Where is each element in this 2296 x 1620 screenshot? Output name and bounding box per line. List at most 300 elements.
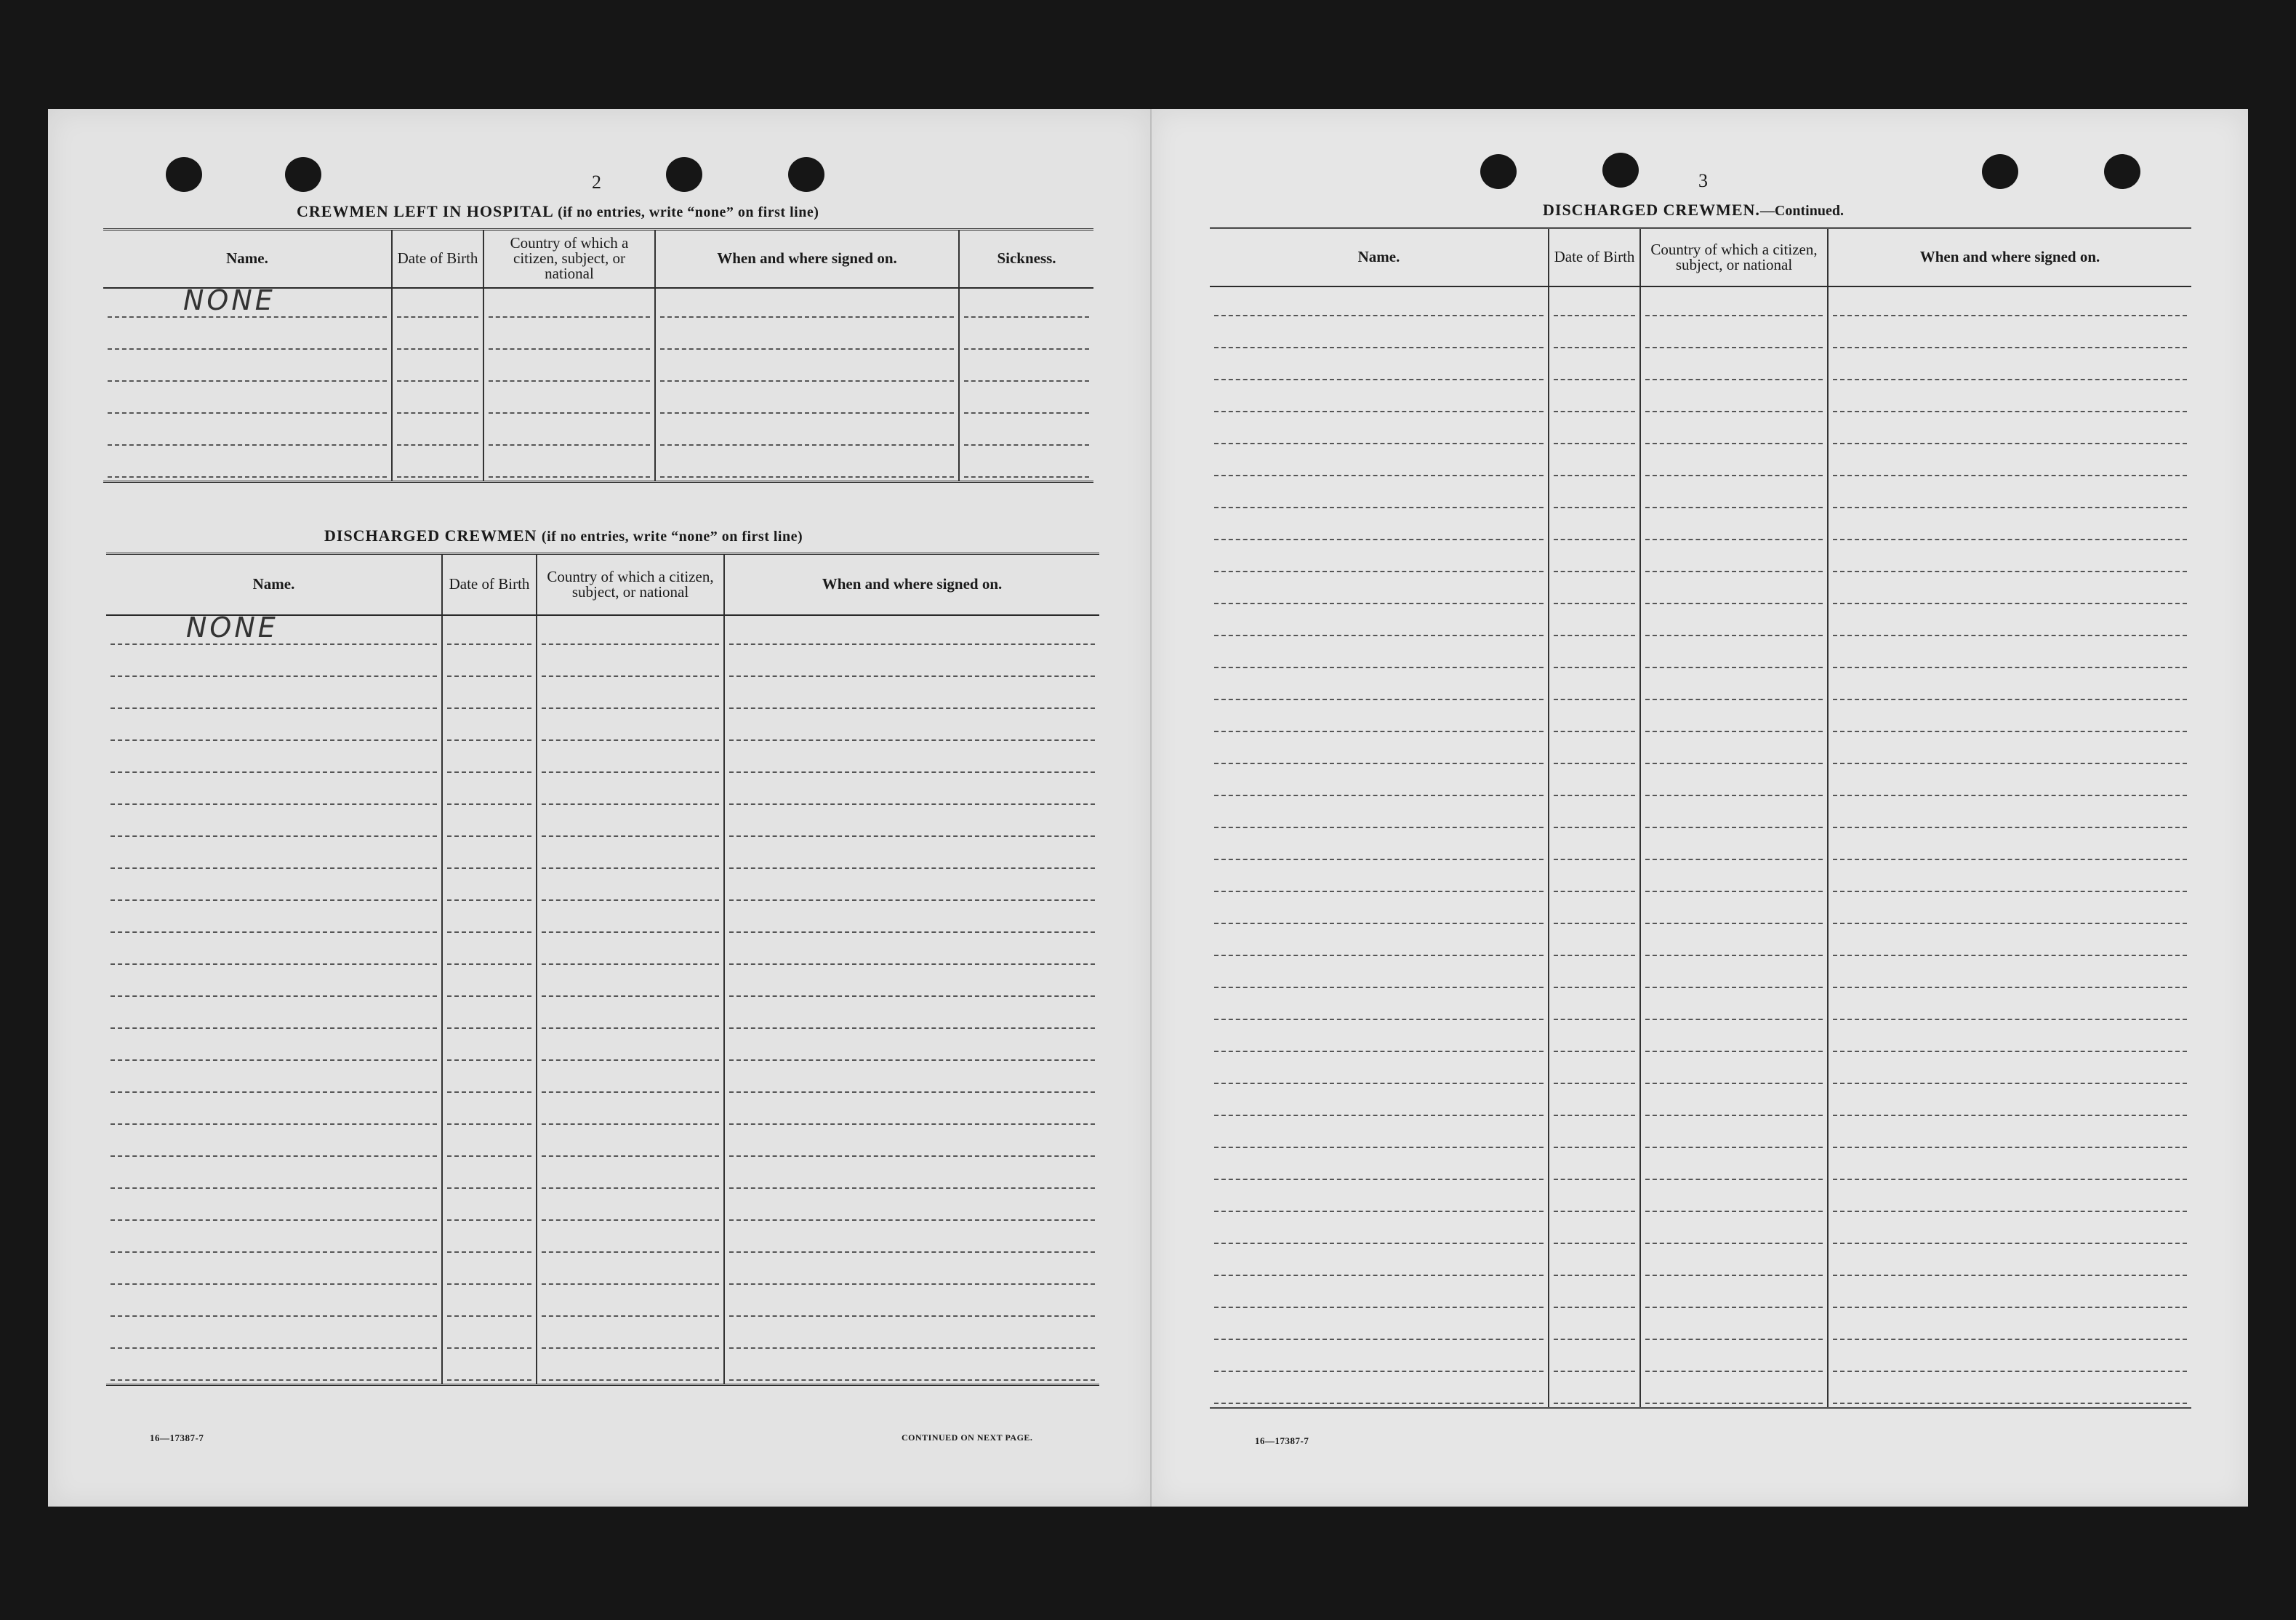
signed-cell[interactable]: [724, 936, 1099, 968]
signed-cell[interactable]: [1828, 863, 2191, 895]
country-cell[interactable]: [537, 1096, 724, 1128]
dob-cell[interactable]: [1549, 991, 1640, 1023]
dob-cell[interactable]: [1549, 1279, 1640, 1311]
signed-cell[interactable]: [724, 648, 1099, 680]
signed-cell[interactable]: [1828, 1311, 2191, 1343]
name-cell[interactable]: [106, 968, 442, 1000]
country-cell[interactable]: [537, 1320, 724, 1352]
country-cell[interactable]: [1640, 1311, 1828, 1343]
name-cell[interactable]: [1210, 767, 1549, 799]
name-cell[interactable]: [1210, 319, 1549, 351]
dob-cell[interactable]: [392, 449, 483, 482]
country-cell[interactable]: [483, 321, 655, 353]
country-cell[interactable]: [537, 1000, 724, 1032]
table-row: [106, 1000, 1099, 1032]
page-number: 3: [1698, 170, 1708, 191]
dob-cell[interactable]: [442, 1128, 537, 1160]
name-cell[interactable]: [106, 904, 442, 936]
table-row: [106, 1256, 1099, 1288]
signed-cell[interactable]: [724, 1128, 1099, 1160]
table-row: [1210, 1215, 2191, 1247]
table-row: [1210, 671, 2191, 703]
name-cell[interactable]: [1210, 831, 1549, 863]
country-cell[interactable]: [1640, 671, 1828, 703]
dob-cell[interactable]: [1549, 383, 1640, 415]
signed-cell[interactable]: [724, 712, 1099, 744]
signed-cell[interactable]: [655, 385, 959, 417]
punch-hole: [285, 157, 321, 192]
name-cell[interactable]: [1210, 703, 1549, 735]
name-cell[interactable]: [1210, 1343, 1549, 1375]
name-cell[interactable]: [106, 776, 442, 808]
sickness-cell[interactable]: [959, 353, 1093, 385]
name-cell[interactable]: [103, 284, 392, 321]
signed-cell[interactable]: [724, 1224, 1099, 1256]
name-cell[interactable]: [1210, 1375, 1549, 1408]
signed-cell[interactable]: [1828, 511, 2191, 543]
signed-cell[interactable]: [724, 840, 1099, 872]
signed-cell[interactable]: [724, 1160, 1099, 1192]
discharged-section-title: [324, 526, 803, 545]
country-cell[interactable]: [1640, 831, 1828, 863]
punch-hole: [1982, 154, 2018, 189]
dob-cell[interactable]: [442, 776, 537, 808]
sickness-cell[interactable]: [959, 417, 1093, 449]
signed-cell[interactable]: [1828, 991, 2191, 1023]
table-row: [106, 968, 1099, 1000]
col-header-dob: Date of Birth: [392, 230, 483, 288]
name-cell[interactable]: [1210, 1215, 1549, 1247]
dob-cell[interactable]: [1549, 511, 1640, 543]
country-cell[interactable]: [1640, 383, 1828, 415]
name-cell[interactable]: [106, 1160, 442, 1192]
name-cell[interactable]: [1210, 1247, 1549, 1279]
country-cell[interactable]: [483, 449, 655, 482]
signed-cell[interactable]: [1828, 543, 2191, 575]
signed-cell[interactable]: [724, 744, 1099, 776]
country-cell[interactable]: [1640, 1087, 1828, 1119]
dob-cell[interactable]: [1549, 959, 1640, 991]
signed-cell[interactable]: [724, 1288, 1099, 1320]
signed-cell[interactable]: [724, 1064, 1099, 1096]
signed-cell[interactable]: [724, 872, 1099, 904]
dob-cell[interactable]: [1549, 1119, 1640, 1151]
signed-cell[interactable]: [1828, 735, 2191, 767]
signed-cell[interactable]: [724, 680, 1099, 712]
signed-cell[interactable]: [1828, 767, 2191, 799]
dob-cell[interactable]: [442, 808, 537, 840]
col-header-name: Name.: [106, 554, 442, 615]
dob-cell[interactable]: [1549, 1311, 1640, 1343]
country-cell[interactable]: [1640, 286, 1828, 319]
signed-cell[interactable]: [724, 776, 1099, 808]
table-row: [1210, 703, 2191, 735]
dob-cell[interactable]: [1549, 927, 1640, 959]
country-cell[interactable]: [1640, 511, 1828, 543]
signed-cell[interactable]: [1828, 1215, 2191, 1247]
country-cell[interactable]: [537, 968, 724, 1000]
dob-cell[interactable]: [392, 417, 483, 449]
country-cell[interactable]: [537, 712, 724, 744]
country-cell[interactable]: [1640, 1215, 1828, 1247]
sickness-cell[interactable]: [959, 321, 1093, 353]
signed-cell[interactable]: [724, 904, 1099, 936]
dob-cell[interactable]: [1549, 639, 1640, 671]
signed-cell[interactable]: [1828, 383, 2191, 415]
signed-cell[interactable]: [655, 449, 959, 482]
dob-cell[interactable]: [1549, 895, 1640, 927]
dob-cell[interactable]: [442, 1256, 537, 1288]
signed-cell[interactable]: [1828, 319, 2191, 351]
name-cell[interactable]: [1210, 383, 1549, 415]
name-cell[interactable]: [1210, 639, 1549, 671]
dob-cell[interactable]: [442, 1352, 537, 1385]
signed-cell[interactable]: [1828, 575, 2191, 607]
dob-cell[interactable]: [1549, 351, 1640, 383]
country-cell[interactable]: [1640, 447, 1828, 479]
name-cell[interactable]: [103, 417, 392, 449]
col-header-name: Name.: [103, 230, 392, 288]
country-cell[interactable]: [1640, 1151, 1828, 1183]
country-cell[interactable]: [537, 1032, 724, 1064]
country-cell[interactable]: [483, 417, 655, 449]
country-cell[interactable]: [537, 872, 724, 904]
dob-cell[interactable]: [442, 1064, 537, 1096]
country-cell[interactable]: [1640, 479, 1828, 511]
signed-cell[interactable]: [1828, 639, 2191, 671]
signed-cell[interactable]: [1828, 895, 2191, 927]
country-cell[interactable]: [537, 1192, 724, 1224]
country-cell[interactable]: [1640, 639, 1828, 671]
signed-cell[interactable]: [655, 353, 959, 385]
dob-cell[interactable]: [442, 680, 537, 712]
signed-cell[interactable]: [1828, 703, 2191, 735]
dob-cell[interactable]: [1549, 1375, 1640, 1408]
signed-cell[interactable]: [1828, 447, 2191, 479]
table-row: [1210, 479, 2191, 511]
name-cell[interactable]: [106, 712, 442, 744]
country-cell[interactable]: [537, 840, 724, 872]
name-cell[interactable]: [1210, 286, 1549, 319]
signed-cell[interactable]: [655, 288, 959, 321]
name-cell[interactable]: [1210, 991, 1549, 1023]
table-row: [1210, 319, 2191, 351]
country-cell[interactable]: [1640, 415, 1828, 447]
table-row: [1210, 1119, 2191, 1151]
punch-hole: [1602, 153, 1639, 188]
country-cell[interactable]: [1640, 1055, 1828, 1087]
country-cell[interactable]: [1640, 1343, 1828, 1375]
name-cell[interactable]: [106, 936, 442, 968]
name-cell[interactable]: [1210, 927, 1549, 959]
name-cell[interactable]: [106, 1224, 442, 1256]
name-cell[interactable]: [1210, 1055, 1549, 1087]
name-cell[interactable]: [1210, 671, 1549, 703]
signed-cell[interactable]: [724, 1320, 1099, 1352]
signed-cell[interactable]: [1828, 351, 2191, 383]
dob-cell[interactable]: [1549, 1023, 1640, 1055]
dob-cell[interactable]: [1549, 799, 1640, 831]
punch-hole: [2104, 154, 2140, 189]
country-cell[interactable]: [537, 1352, 724, 1385]
name-cell[interactable]: [106, 1032, 442, 1064]
name-cell[interactable]: [106, 1000, 442, 1032]
country-cell[interactable]: [537, 744, 724, 776]
discharged-table: [106, 553, 1099, 1386]
dob-cell[interactable]: [392, 353, 483, 385]
country-cell[interactable]: [537, 904, 724, 936]
signed-cell[interactable]: [1828, 1183, 2191, 1215]
name-cell[interactable]: [103, 385, 392, 417]
signed-cell[interactable]: [724, 1352, 1099, 1385]
table-row: [1210, 1279, 2191, 1311]
name-cell[interactable]: [106, 1256, 442, 1288]
dob-cell[interactable]: [442, 712, 537, 744]
dob-cell[interactable]: [442, 936, 537, 968]
name-cell[interactable]: [1210, 607, 1549, 639]
country-cell[interactable]: [1640, 607, 1828, 639]
signed-cell[interactable]: [1828, 1151, 2191, 1183]
country-cell[interactable]: [1640, 735, 1828, 767]
country-cell[interactable]: [1640, 543, 1828, 575]
col-header-name: Name.: [1210, 228, 1549, 286]
name-cell[interactable]: [1210, 1311, 1549, 1343]
signed-cell[interactable]: [1828, 1343, 2191, 1375]
country-cell[interactable]: [1640, 927, 1828, 959]
name-cell[interactable]: [106, 1288, 442, 1320]
country-cell[interactable]: [1640, 1119, 1828, 1151]
signed-cell[interactable]: [1828, 1375, 2191, 1408]
dob-cell[interactable]: [442, 1288, 537, 1320]
signed-cell[interactable]: [1828, 607, 2191, 639]
country-cell[interactable]: [483, 385, 655, 417]
signed-cell[interactable]: [1828, 1247, 2191, 1279]
punch-hole: [666, 157, 702, 192]
name-cell[interactable]: [103, 353, 392, 385]
name-cell[interactable]: [1210, 479, 1549, 511]
country-cell[interactable]: [1640, 1183, 1828, 1215]
country-cell[interactable]: [1640, 575, 1828, 607]
name-cell[interactable]: [106, 744, 442, 776]
name-cell[interactable]: [103, 449, 392, 482]
dob-cell[interactable]: [1549, 286, 1640, 319]
dob-cell[interactable]: [1549, 479, 1640, 511]
signed-cell[interactable]: [1828, 1023, 2191, 1055]
signed-cell[interactable]: [1828, 415, 2191, 447]
signed-cell[interactable]: [1828, 479, 2191, 511]
dob-cell[interactable]: [392, 288, 483, 321]
table-row: [106, 840, 1099, 872]
country-cell[interactable]: [1640, 319, 1828, 351]
dob-cell[interactable]: [442, 1096, 537, 1128]
dob-cell[interactable]: [1549, 1087, 1640, 1119]
name-cell[interactable]: [1210, 575, 1549, 607]
country-cell[interactable]: [1640, 895, 1828, 927]
dob-cell[interactable]: [1549, 863, 1640, 895]
signed-cell[interactable]: [1828, 1087, 2191, 1119]
name-cell[interactable]: [1210, 1183, 1549, 1215]
country-cell[interactable]: [537, 1288, 724, 1320]
dob-cell[interactable]: [442, 1000, 537, 1032]
name-cell[interactable]: [106, 611, 442, 648]
signed-cell[interactable]: [724, 1032, 1099, 1064]
table-row: [1210, 447, 2191, 479]
name-cell[interactable]: [106, 1352, 442, 1385]
dob-cell[interactable]: [1549, 447, 1640, 479]
dob-cell[interactable]: [442, 904, 537, 936]
dob-cell[interactable]: [1549, 1343, 1640, 1375]
dob-cell[interactable]: [392, 385, 483, 417]
signed-cell[interactable]: [724, 1000, 1099, 1032]
dob-cell[interactable]: [442, 968, 537, 1000]
signed-cell[interactable]: [1828, 959, 2191, 991]
discharged-continued-rows: [1210, 286, 2191, 1408]
signed-cell[interactable]: [1828, 927, 2191, 959]
name-cell[interactable]: [103, 321, 392, 353]
country-cell[interactable]: [1640, 1023, 1828, 1055]
signed-cell[interactable]: [655, 417, 959, 449]
signed-cell[interactable]: [1828, 831, 2191, 863]
name-cell[interactable]: [106, 680, 442, 712]
dob-cell[interactable]: [1549, 831, 1640, 863]
signed-cell[interactable]: [1828, 671, 2191, 703]
signed-cell[interactable]: [1828, 799, 2191, 831]
dob-cell[interactable]: [442, 648, 537, 680]
dob-cell[interactable]: [442, 1160, 537, 1192]
right-title-suffix: —Continued.: [1759, 203, 1844, 219]
signed-cell[interactable]: [655, 321, 959, 353]
signed-cell[interactable]: [1828, 1119, 2191, 1151]
dob-cell[interactable]: [1549, 767, 1640, 799]
country-cell[interactable]: [1640, 1375, 1828, 1408]
name-cell[interactable]: [106, 1128, 442, 1160]
table-row: [106, 1128, 1099, 1160]
hospital-table: [103, 228, 1093, 483]
name-cell[interactable]: [106, 1096, 442, 1128]
dob-cell[interactable]: [1549, 1183, 1640, 1215]
name-cell[interactable]: [1210, 447, 1549, 479]
name-cell[interactable]: [1210, 799, 1549, 831]
sickness-cell[interactable]: [959, 449, 1093, 482]
country-cell[interactable]: [537, 615, 724, 648]
signed-cell[interactable]: [1828, 286, 2191, 319]
signed-cell[interactable]: [724, 1096, 1099, 1128]
name-cell[interactable]: [106, 808, 442, 840]
name-cell[interactable]: [106, 840, 442, 872]
country-cell[interactable]: [537, 936, 724, 968]
dob-cell[interactable]: [442, 1192, 537, 1224]
dob-cell[interactable]: [442, 872, 537, 904]
dob-cell[interactable]: [442, 744, 537, 776]
country-cell[interactable]: [1640, 863, 1828, 895]
dob-cell[interactable]: [392, 321, 483, 353]
country-cell[interactable]: [537, 1064, 724, 1096]
signed-cell[interactable]: [724, 968, 1099, 1000]
dob-cell[interactable]: [1549, 1151, 1640, 1183]
name-cell[interactable]: [1210, 1279, 1549, 1311]
name-cell[interactable]: [1210, 1151, 1549, 1183]
country-cell[interactable]: [1640, 703, 1828, 735]
name-cell[interactable]: [1210, 895, 1549, 927]
country-cell[interactable]: [537, 680, 724, 712]
signed-cell[interactable]: [724, 1256, 1099, 1288]
dob-cell[interactable]: [1549, 319, 1640, 351]
name-cell[interactable]: [1210, 351, 1549, 383]
signed-cell[interactable]: [1828, 1279, 2191, 1311]
country-cell[interactable]: [537, 1160, 724, 1192]
dob-cell[interactable]: [442, 1320, 537, 1352]
name-cell[interactable]: [106, 648, 442, 680]
country-cell[interactable]: [1640, 991, 1828, 1023]
country-cell[interactable]: [1640, 351, 1828, 383]
table-row: [106, 904, 1099, 936]
name-cell[interactable]: [1210, 543, 1549, 575]
dob-cell[interactable]: [442, 1032, 537, 1064]
country-cell[interactable]: [537, 1224, 724, 1256]
dob-cell[interactable]: [442, 615, 537, 648]
signed-cell[interactable]: [724, 615, 1099, 648]
signed-cell[interactable]: [1828, 1055, 2191, 1087]
table-row: [1210, 286, 2191, 319]
country-cell[interactable]: [1640, 1279, 1828, 1311]
country-cell[interactable]: [483, 288, 655, 321]
country-cell[interactable]: [1640, 959, 1828, 991]
name-cell[interactable]: [1210, 735, 1549, 767]
country-cell[interactable]: [537, 808, 724, 840]
name-cell[interactable]: [106, 1192, 442, 1224]
table-row: [106, 1064, 1099, 1096]
name-cell[interactable]: [1210, 1023, 1549, 1055]
country-cell[interactable]: [537, 776, 724, 808]
sickness-cell[interactable]: [959, 385, 1093, 417]
table-row: [1210, 351, 2191, 383]
sickness-cell[interactable]: [959, 288, 1093, 321]
signed-cell[interactable]: [724, 808, 1099, 840]
dob-cell[interactable]: [1549, 1055, 1640, 1087]
country-cell[interactable]: [537, 648, 724, 680]
dob-cell[interactable]: [442, 840, 537, 872]
dob-cell[interactable]: [1549, 575, 1640, 607]
name-cell[interactable]: [1210, 863, 1549, 895]
name-cell[interactable]: [1210, 415, 1549, 447]
dob-cell[interactable]: [1549, 671, 1640, 703]
name-cell[interactable]: [1210, 511, 1549, 543]
name-cell[interactable]: [106, 872, 442, 904]
right-section-title: [1543, 201, 1844, 220]
country-cell[interactable]: [537, 1128, 724, 1160]
country-cell[interactable]: [483, 353, 655, 385]
dob-cell[interactable]: [1549, 1247, 1640, 1279]
country-cell[interactable]: [1640, 799, 1828, 831]
country-cell[interactable]: [537, 1256, 724, 1288]
table-row: [1210, 1311, 2191, 1343]
dob-cell[interactable]: [1549, 703, 1640, 735]
name-cell[interactable]: [106, 1064, 442, 1096]
signed-cell[interactable]: [724, 1192, 1099, 1224]
dob-cell[interactable]: [1549, 543, 1640, 575]
name-cell[interactable]: [106, 1320, 442, 1352]
country-cell[interactable]: [1640, 1247, 1828, 1279]
dob-cell[interactable]: [1549, 735, 1640, 767]
name-cell[interactable]: [1210, 1119, 1549, 1151]
name-cell[interactable]: [1210, 1087, 1549, 1119]
name-cell[interactable]: [1210, 959, 1549, 991]
dob-cell[interactable]: [1549, 1215, 1640, 1247]
dob-cell[interactable]: [1549, 415, 1640, 447]
dob-cell[interactable]: [442, 1224, 537, 1256]
country-cell[interactable]: [1640, 767, 1828, 799]
dob-cell[interactable]: [1549, 607, 1640, 639]
